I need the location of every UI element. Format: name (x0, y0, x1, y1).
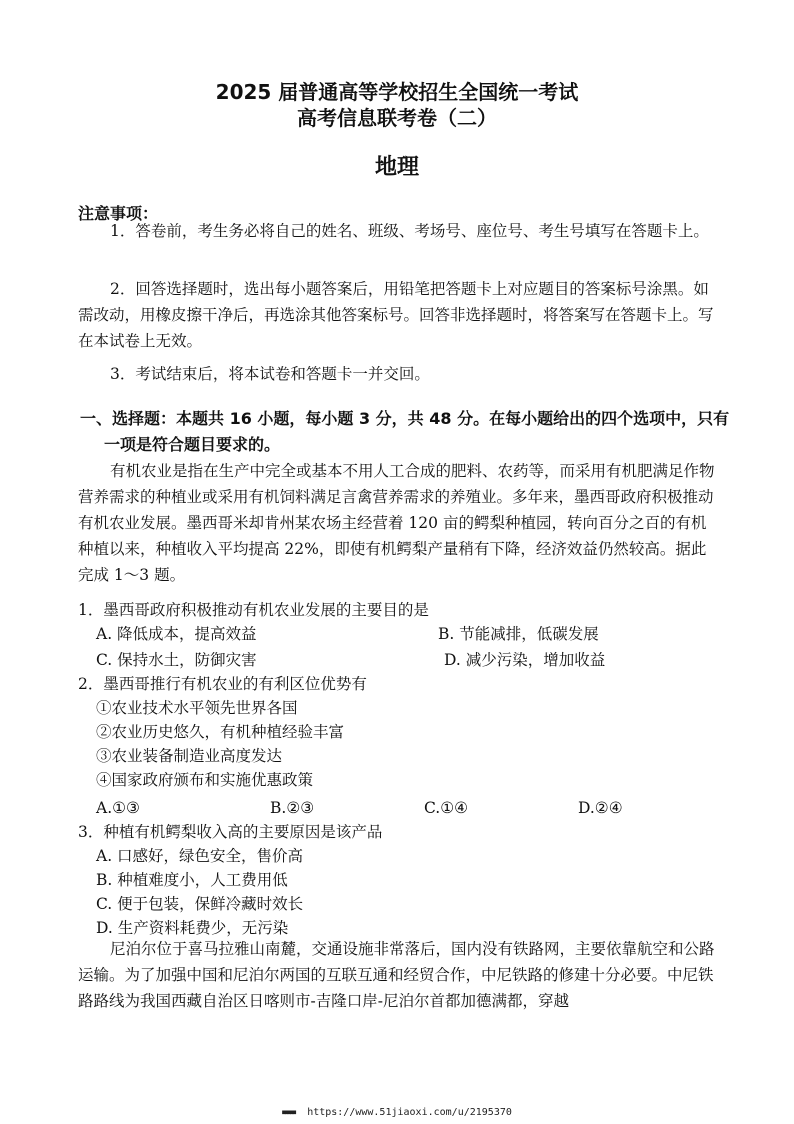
question-1-stem: 1．墨西哥政府积极推动有机农业发展的主要目的是 (78, 601, 429, 619)
question-2-option-d: D.②④ (578, 799, 623, 817)
question-2-option-a: A.①③ (96, 799, 140, 817)
exam-title-line2: 高考信息联考卷（二） (297, 106, 497, 130)
question-2-stem: 2．墨西哥推行有机农业的有利区位优势有 (78, 675, 367, 693)
notice-item-3: 3．考试结束后，将本试卷和答题卡一并交回。 (110, 365, 430, 383)
question-3-option-d: D. 生产资料耗费少，无污染 (96, 919, 289, 937)
notice-item-2: 2．回答选择题时，选出每小题答案后，用铅笔把答题卡上对应题目的答案标号涂黑。如需改动，用橡皮擦干净后，再选涂其他答案标号。回答非选择题时，将答案写在答题卡上。写在本试卷上无效。 (78, 280, 714, 350)
question-3-option-a: A. 口感好，绿色安全，售价高 (96, 847, 304, 865)
question-1-option-c: C. 保持水土，防御灾害 (96, 651, 257, 669)
question-2-option-c: C.①④ (424, 799, 469, 817)
footer-url[interactable]: https://www.51jiaoxi.com/u/2195370 (307, 1107, 512, 1118)
question-1-option-d: D. 减少污染，增加收益 (444, 651, 606, 669)
question-2-statement-2: ②农业历史悠久，有机种植经验丰富 (96, 723, 345, 741)
footer-watermark (0, 1107, 794, 1118)
question-2-statement-1: ①农业技术水平领先世界各国 (96, 699, 298, 717)
question-1-option-b: B. 节能减排，低碳发展 (438, 625, 599, 643)
question-2-statement-3: ③农业装备制造业高度发达 (96, 747, 283, 765)
question-2-option-b: B.②③ (270, 799, 315, 817)
subject-title: 地理 (374, 155, 419, 180)
footer-mark: ■■■■■ (282, 1108, 296, 1116)
question-3-stem: 3．种植有机鳄梨收入高的主要原因是该产品 (78, 823, 383, 841)
passage-nepal-railway: 尼泊尔位于喜马拉雅山南麓，交通设施非常落后，国内没有铁路网，主要依靠航空和公路运输。为了加强中国和尼泊尔两国的互联互通和经贸合作，中尼铁路的修建十分必要。中尼铁路路线为我国西藏自治区日喀则市-吉隆口岸-尼泊尔首都加德满都，穿越 (78, 940, 715, 1010)
notice-heading: 注意事项： (78, 204, 159, 223)
exam-title-line1: 2025 届普通高等学校招生全国统一考试 (215, 80, 579, 104)
passage-organic-agriculture: 有机农业是指在生产中完全或基本不用人工合成的肥料、农药等，而采用有机肥满足作物营养需求的种植业或采用有机饲料满足言禽营养需求的养殖业。多年来，墨西哥政府积极推动有机农业发展。墨西哥米却肯州某农场主经营着 120 亩的鳄梨种植园，转向百分之百的有机种植以来，种植收入平均提高 22%，即使有机鳄梨产量稍有下降，经济效益仍然较高。据此完成 1～3 题。 (78, 462, 715, 584)
question-2-statement-4: ④国家政府颁布和实施优惠政策 (96, 771, 314, 789)
notice-item-1: 1．答卷前，考生务必将自己的姓名、班级、考场号、座位号、考生号填写在答题卡上。 (110, 222, 709, 240)
question-1-option-a: A. 降低成本，提高效益 (96, 625, 257, 643)
question-3-option-c: C. 便于包装，保鲜冷藏时效长 (96, 895, 304, 913)
question-3-option-b: B. 种植难度小，人工费用低 (96, 871, 288, 889)
section-heading-choice: 一、选择题：本题共 16 小题，每小题 3 分，共 48 分。在每小题给出的四个选项中，只有一项是符合题目要求的。 (80, 409, 730, 454)
